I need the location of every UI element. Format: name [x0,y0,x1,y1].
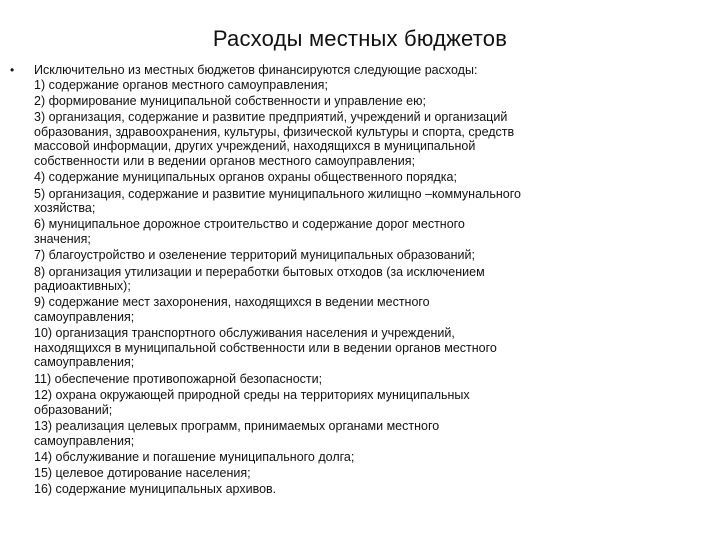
slide-title: Расходы местных бюджетов [212,26,508,51]
body-text-line: находящихся в муниципальной собственности или в ведении органов местного [34,340,497,355]
body-text-line: 8) организация утилизации и переработки бытовых отходов (за исключением [34,264,485,279]
body-text-line: самоуправления; [34,310,135,324]
body-text-line: образования, здравоохранения, культуры, физической культуры и спорта, средств [34,124,515,139]
body-text-line: 14) обслуживание и погашение муниципального долга; [34,449,355,464]
body-text-line: образований; [34,402,113,417]
body-text [34,63,714,497]
body-text-line: самоуправления; [34,355,135,370]
body-text-line: 7) благоустройство и озеленение территорий муниципальных образований; [34,248,475,263]
body-text-line: собственности или в ведении органов местного самоуправления; [34,153,416,168]
body-text-line: 9) содержание мест захоронения, находящихся в ведении местного [34,295,430,310]
body-text-line: 6) муниципальное дорожное строительство и содержание дорог местного [34,217,465,232]
body-text-line: Исключительно из местных бюджетов финансируются следующие расходы: [34,63,478,77]
body-text-line: 5) организация, содержание и развитие муниципального жилищно –коммунального [34,186,521,201]
body-text-line: 1) содержание органов местного самоуправления; [34,77,328,92]
body-text-line: 16) содержание муниципальных архивов. [34,482,277,497]
body-text-line: массовой информации, других учреждений, находящихся в муниципальной [34,139,476,154]
body-text-line: 4) содержание муниципальных органов охраны общественного порядка; [34,170,457,185]
body-text-line: 13) реализация целевых программ, принимаемых органами местного [34,418,440,433]
body-text-line: радиоактивных); [34,279,131,294]
body-text-line: значения; [34,231,91,246]
bullet-marker: • [10,63,15,77]
body-text-line: хозяйства; [34,201,96,216]
body-text-line: 10) организация транспортного обслуживания населения и учреждений, [34,326,455,341]
body-text-line: 11) обеспечение противопожарной безопасности; [34,371,323,386]
body-text-line: 12) охрана окружающей природной среды на территориях муниципальных [34,388,470,403]
body-text-line: самоуправления; [34,433,135,448]
body-text-line: 3) организация, содержание и развитие предприятий, учреждений и организаций [34,110,508,125]
body-text-line: 2) формирование муниципальной собственности и управление ею; [34,93,426,108]
body-text-line: 15) целевое дотирование населения; [34,466,251,481]
